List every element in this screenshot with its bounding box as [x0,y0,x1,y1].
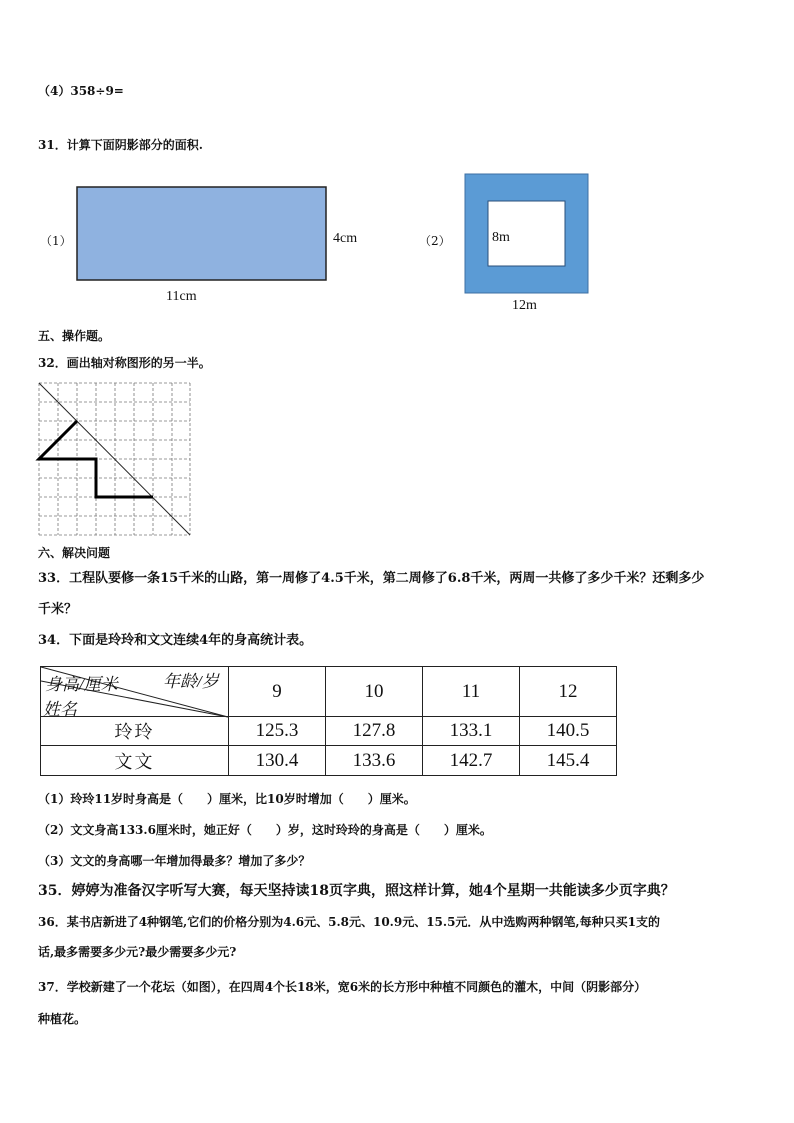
table-cell: 142.7 [423,746,520,776]
q31-fig1-bottom: 11cm [166,289,197,304]
q33-line1: 33．工程队要修一条15千米的山路，第一周修了4.5千米，第二周修了6.8千米，两周一共修了多少千米？还剩多少 [38,571,705,586]
section5-heading: 五、操作题。 [38,329,111,343]
header-age-label: 年龄/岁 [163,672,219,691]
header-name-label: 姓名 [43,700,77,719]
age-11: 11 [423,667,520,717]
q36-line1: 36．某书店新进了4种钢笔,它们的价格分别为4.6元、5.8元、10.9元、15.5元．从中选购两种钢笔,每种只买1支的 [38,915,660,929]
q36-line2: 话,最多需要多少元?最少需要多少元? [38,945,237,959]
q31-title: 31．计算下面阴影部分的面积. [38,138,203,152]
table-header-diagonal-cell [41,667,229,717]
q34-sub1: （1）玲玲11岁时身高是（ ）厘米，比10岁时增加（ ）厘米。 [38,792,416,806]
header-height-label: 身高/厘米 [45,675,118,694]
q34-sub2: （2）文文身高133.6厘米时，她正好（ ）岁，这时玲玲的身高是（ ）厘米。 [38,823,492,837]
q35-text: 35．婷婷为准备汉字听写大赛，每天坚持读18页字典，照这样计算，她4个星期一共能读多少页字典？ [38,883,675,899]
q31-fig2-inner: 8m [492,230,510,245]
table-cell: 125.3 [229,717,326,746]
table-row [41,717,617,746]
q31-fig2-label: （2） [419,234,451,248]
q34-height-table [40,666,617,776]
age-10: 10 [326,667,423,717]
table-cell: 133.1 [423,717,520,746]
table-cell: 130.4 [229,746,326,776]
row-name-wenwen: 文文 [41,746,229,776]
q34-sub3: （3）文文的身高哪一年增加得最多？增加了多少？ [38,854,311,868]
q34-title: 34．下面是玲玲和文文连续4年的身高统计表。 [38,633,313,648]
table-cell: 127.8 [326,717,423,746]
q32-title: 32．画出轴对称图形的另一半。 [38,356,211,370]
q31-fig2-bottom: 12m [512,298,537,313]
q31-fig1-label: （1） [40,234,72,248]
q32-symmetry-grid [0,0,794,540]
q37-line2: 种植花。 [38,1012,87,1026]
q33-line2: 千米？ [38,602,78,617]
table-cell: 133.6 [326,746,423,776]
q30-part4: （4）358÷9= [38,84,124,98]
table-cell: 145.4 [520,746,617,776]
section6-heading: 六、解决问题 [38,546,111,560]
q37-line1: 37．学校新建了一个花坛（如图），在四周4个长18米，宽6米的长方形中种植不同颜色的灌木，中间（阴影部分） [38,980,647,994]
row-name-lingling: 玲玲 [41,717,229,746]
age-12: 12 [520,667,617,717]
q31-fig1-side: 4cm [333,231,358,246]
age-9: 9 [229,667,326,717]
table-cell: 140.5 [520,717,617,746]
table-row [41,746,617,776]
